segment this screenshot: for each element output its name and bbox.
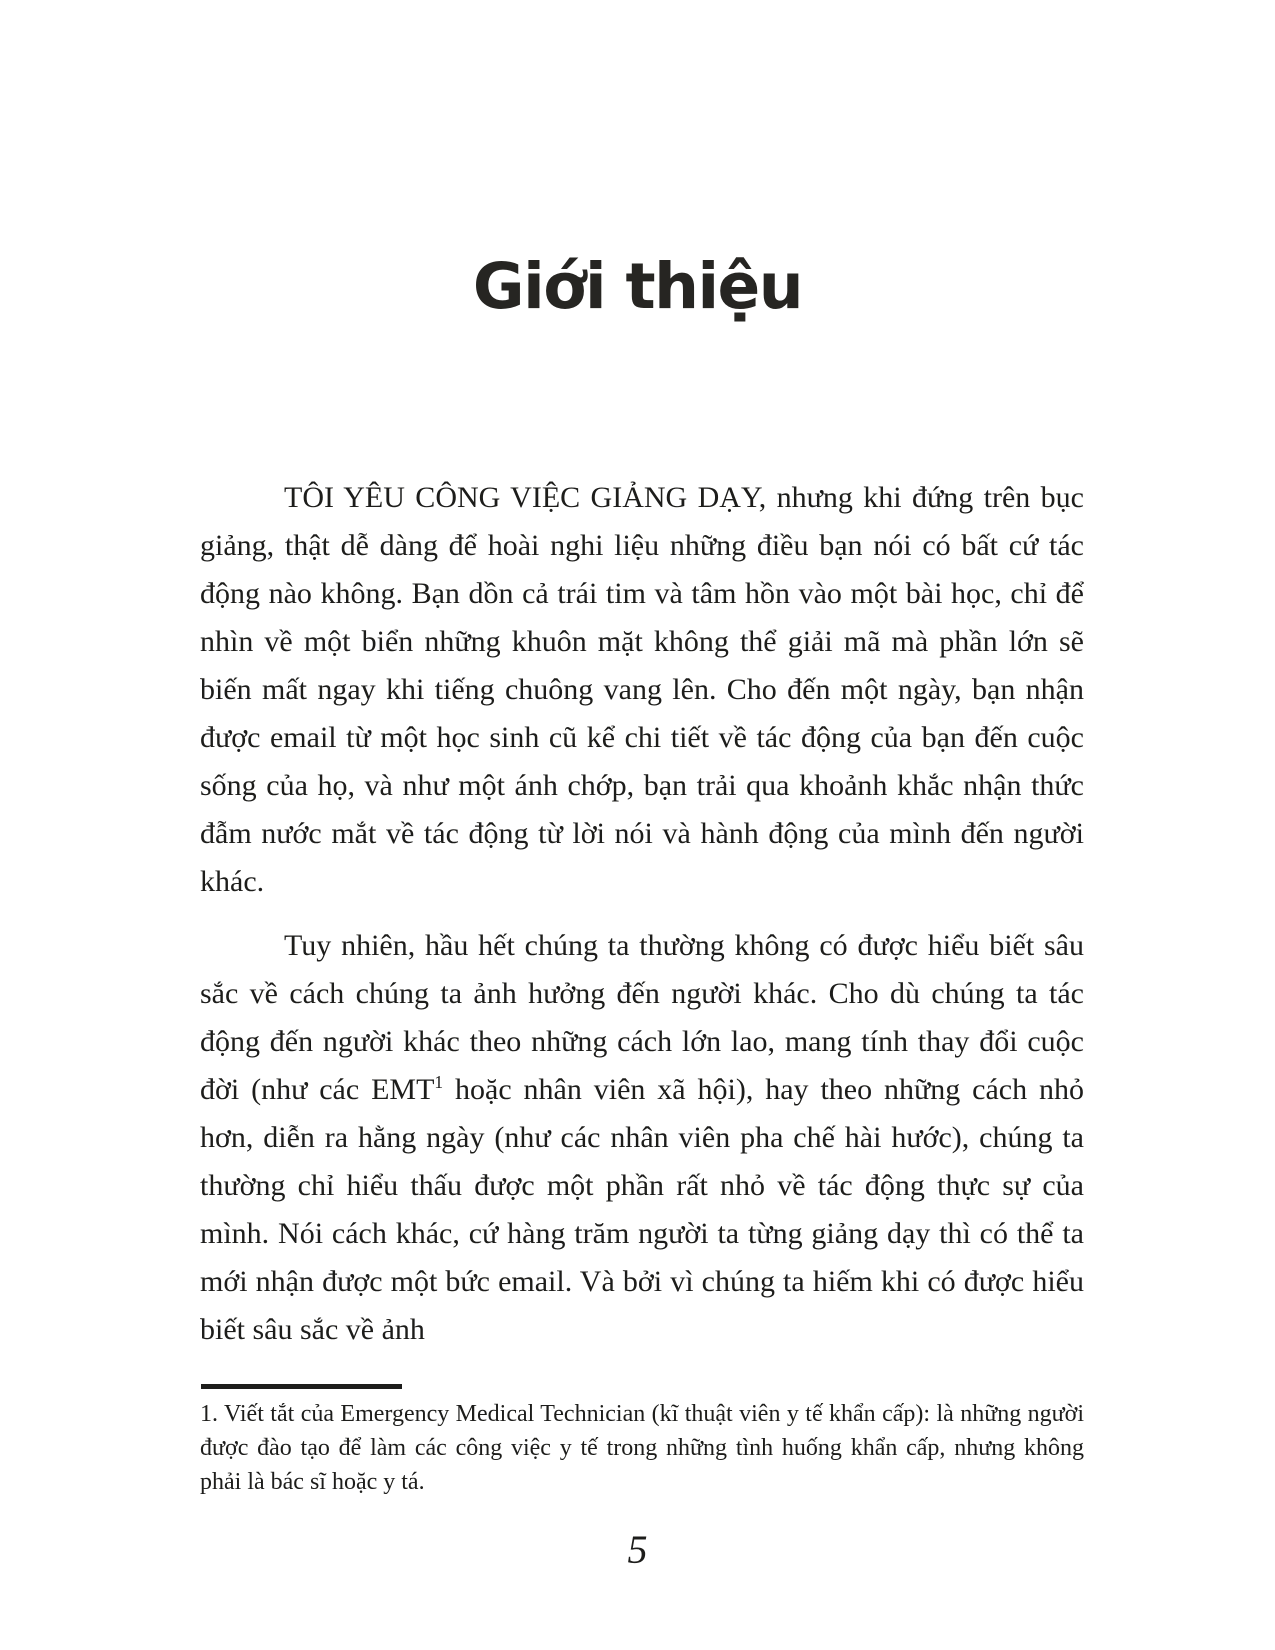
- paragraph-2-text-a: Tuy nhiên, hầu hết chúng ta thường không có được hiểu biết sâu sắc về cách chúng ta ảnh hưởng đến người khác. Cho dù chúng ta tác động đến người khác theo những cách lớn lao, mang tính thay đổi cuộc đời (như các EMT: [200, 929, 1084, 1106]
- paragraph-2: [200, 922, 1084, 1354]
- paragraph-2-text-b: hoặc nhân viên xã hội), hay theo những cách nhỏ hơn, diễn ra hằng ngày (như các nhân viên pha chế hài hước), chúng ta thường chỉ hiểu thấu được một phần rất nhỏ về tác động thực sự của mình. Nói cách khác, cứ hàng trăm người ta từng giảng dạy thì có thể ta mới nhận được một bức email. Và bởi vì chúng ta hiếm khi có được hiểu biết sâu sắc về ảnh: [200, 1073, 1084, 1346]
- footnote-reference-marker: 1: [434, 1072, 444, 1092]
- footnote-text: 1. Viết tắt của Emergency Medical Technician (kĩ thuật viên y tế khẩn cấp): là những người được đào tạo để làm các công việc y tế trong những tình huống khẩn cấp, nhưng không phải là bác sĩ hoặc y tá.: [200, 1401, 1084, 1495]
- footnote-divider: [201, 1384, 402, 1389]
- paragraph-1: TÔI YÊU CÔNG VIỆC GIẢNG DẠY, nhưng khi đứng trên bục giảng, thật dễ dàng để hoài nghi liệu những điều bạn nói có bất cứ tác động nào không. Bạn dồn cả trái tim và tâm hồn vào một bài học, chỉ để nhìn về một biển những khuôn mặt không thể giải mã mà phần lớn sẽ biến mất ngay khi tiếng chuông vang lên. Cho đến một ngày, bạn nhận được email từ một học sinh cũ kể chi tiết về tác động của bạn đến cuộc sống của họ, và như một ánh chớp, bạn trải qua khoảnh khắc nhận thức đẫm nước mắt về tác động từ lời nói và hành động của mình đến người khác.: [200, 481, 1084, 898]
- chapter-title: Giới thiệu: [472, 250, 803, 323]
- body-text: [200, 474, 1084, 1354]
- page-number: 5: [627, 1527, 648, 1572]
